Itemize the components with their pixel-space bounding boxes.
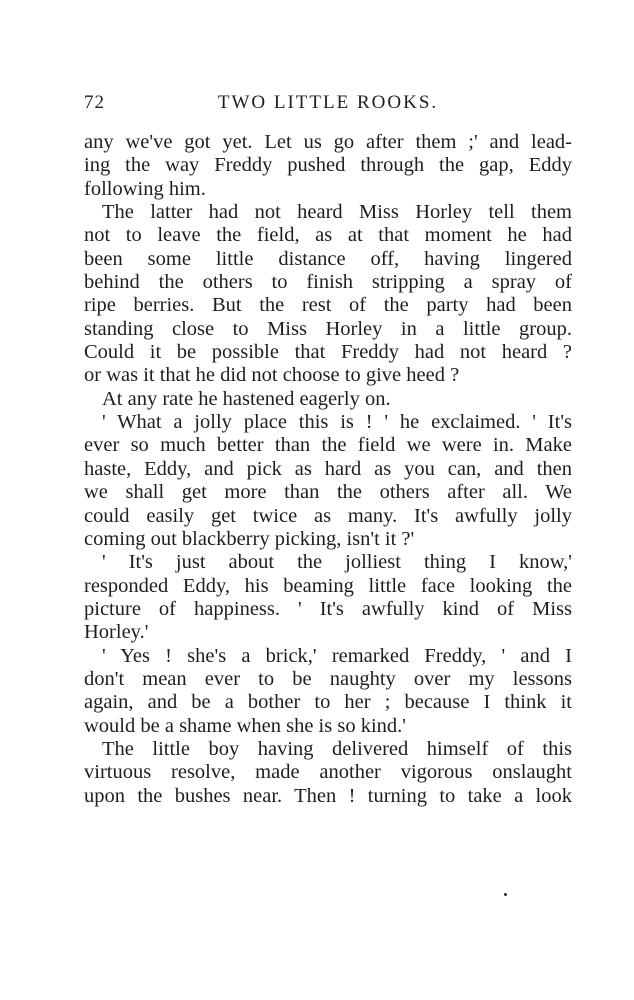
page-number: 72 (84, 92, 105, 113)
text-line: responded Eddy, his beaming little face looking the (84, 574, 572, 597)
text-line: Horley.' (84, 621, 149, 644)
running-title: TWO LITTLE ROOKS. (217, 92, 439, 113)
text-line: The latter had not heard Miss Horley tell them (102, 201, 572, 224)
text-line: could easily get twice as many. It's awfully jolly (84, 504, 572, 527)
text-line: don't mean ever to be naughty over my lessons (84, 667, 572, 690)
text-line: haste, Eddy, and pick as hard as you can, and then (84, 457, 572, 480)
ink-speck (504, 893, 507, 896)
text-line: At any rate he hastened eagerly on. (102, 387, 391, 410)
text-line: ever so much better than the field we were in. Make (84, 434, 572, 457)
text-line: ' What a jolly place this is ! ' he exclaimed. ' It's (102, 411, 572, 434)
text-line: following him. (84, 177, 206, 200)
text-line: virtuous resolve, made another vigorous onslaught (84, 761, 572, 784)
text-line: behind the others to finish stripping a spray of (84, 271, 572, 294)
text-line: we shall get more than the others after all. We (84, 481, 572, 504)
text-line: ' Yes ! she's a brick,' remarked Freddy, ' and I (102, 644, 572, 667)
text-line: coming out blackberry picking, isn't it ?' (84, 527, 415, 550)
page-header (84, 92, 572, 116)
text-line: any we've got yet. Let us go after them ;' and lead- (84, 131, 572, 153)
text-line: standing close to Miss Horley in a little group. (84, 317, 572, 340)
text-line: Could it be possible that Freddy had not heard ? (84, 341, 572, 364)
text-line: been some little distance off, having lingered (84, 247, 572, 270)
text-line: The little boy having delivered himself of this (102, 737, 572, 760)
text-line: ing the way Freddy pushed through the gap, Eddy (84, 154, 572, 177)
text-line: not to leave the field, as at that moment he had (84, 224, 572, 247)
text-line: ripe berries. But the rest of the party had been (84, 294, 572, 317)
text-line: ' It's just about the jolliest thing I know,' (102, 551, 572, 574)
body-text (84, 131, 572, 808)
text-line: picture of happiness. ' It's awfully kind of Miss (84, 597, 572, 620)
text-line: or was it that he did not choose to give heed ? (84, 364, 460, 387)
text-line: upon the bushes near. Then ! turning to take a look (84, 784, 572, 807)
text-line: again, and be a bother to her ; because I think it (84, 691, 572, 714)
text-line: would be a shame when she is so kind.' (84, 714, 406, 737)
